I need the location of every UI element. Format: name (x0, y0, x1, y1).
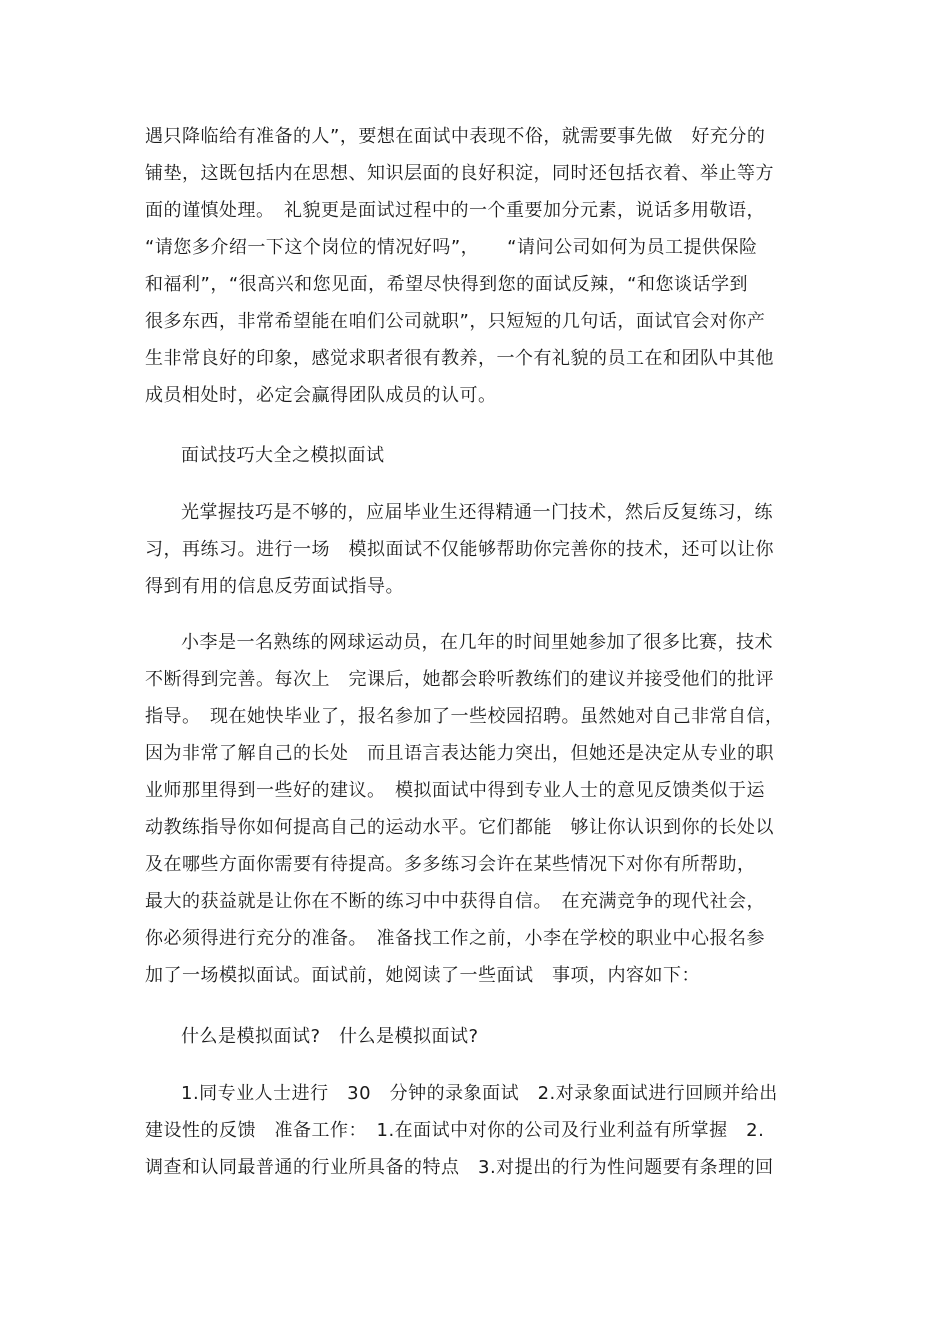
paragraph-3-line: 最大的获益就是让你在不断的练习中中获得自信。 在充满竞争的现代社会， (145, 891, 765, 912)
paragraph-1-line: 铺垫，这既包括内在思想、知识层面的良好积淀，同时还包括衣着、举止等方 (145, 163, 774, 184)
paragraph-1 (145, 118, 825, 414)
question-heading (145, 1018, 825, 1055)
paragraph-1-line: 成员相处时，必定会赢得团队成员的认可。 (145, 385, 497, 406)
paragraph-3-line: 小李是一名熟练的网球运动员，在几年的时间里她参加了很多比赛，技术 (181, 632, 773, 653)
paragraph-1-line: 和福利”，“很高兴和您见面，希望尽快得到您的面试反辣，“和您谈话学到 (145, 274, 748, 295)
paragraph-2-line: 习，再练习。进行一场 模拟面试不仅能够帮助你完善你的技术，还可以让你 (145, 539, 774, 560)
paragraph-3-line: 加了一场模拟面试。面试前，她阅读了一些面试 事项，内容如下： (145, 965, 700, 986)
paragraph-2-line: 得到有用的信息反劳面试指导。 (145, 576, 404, 597)
paragraph-2-line: 光掌握技巧是不够的，应届毕业生还得精通一门技术，然后反复练习，练 (181, 502, 773, 523)
paragraph-3-line: 不断得到完善。每次上 完课后，她都会聆听教练们的建议并接受他们的批评 (145, 669, 774, 690)
paragraph-1-line: 很多东西，非常希望能在咱们公司就职”，只短短的几句话，面试官会对你产 (145, 311, 766, 332)
paragraph-3-line: 指导。 现在她快毕业了，报名参加了一些校园招聘。虽然她对自己非常自信， (145, 706, 784, 727)
paragraph-3-line: 动教练指导你如何提高自己的运动水平。它们都能 够让你认识到你的长处以 (145, 817, 774, 838)
paragraph-4 (145, 1075, 825, 1186)
paragraph-1-line: “请您多介绍一下这个岗位的情况好吗”， “请问公司如何为员工提供保险 (145, 237, 758, 258)
question-heading-text: 什么是模拟面试? 什么是模拟面试? (181, 1026, 479, 1047)
paragraph-4-line: 调查和认同最普通的行业所具备的特点 3.对提出的行为性问题要有条理的回 (145, 1157, 774, 1178)
paragraph-4-line: 1.同专业人士进行 30 分钟的录象面试 2.对录象面试进行回顾并给出 (181, 1083, 778, 1104)
paragraph-3-line: 业师那里得到一些好的建议。 模拟面试中得到专业人士的意见反馈类似于运 (145, 780, 765, 801)
section-heading-text: 面试技巧大全之模拟面试 (181, 445, 385, 466)
paragraph-1-line: 生非常良好的印象，感觉求职者很有教养，一个有礼貌的员工在和团队中其他 (145, 348, 774, 369)
paragraph-3-line: 因为非常了解自己的长处 而且语言表达能力突出，但她还是决定从专业的职 (145, 743, 774, 764)
paragraph-2 (145, 494, 825, 605)
paragraph-1-line: 面的谨慎处理。 礼貌更是面试过程中的一个重要加分元素，说话多用敬语， (145, 200, 765, 221)
paragraph-3 (145, 624, 825, 994)
paragraph-3-line: 及在哪些方面你需要有待提高。多多练习会许在某些情况下对你有所帮助， (145, 854, 756, 875)
section-heading (145, 437, 825, 474)
paragraph-1-line: 遇只降临给有准备的人”，要想在面试中表现不俗，就需要事先做 好充分的 (145, 126, 766, 147)
paragraph-4-line: 建设性的反馈 准备工作： 1.在面试中对你的公司及行业利益有所掌握 2. (145, 1120, 765, 1141)
paragraph-3-line: 你必须得进行充分的准备。 准备找工作之前，小李在学校的职业中心报名参 (145, 928, 765, 949)
